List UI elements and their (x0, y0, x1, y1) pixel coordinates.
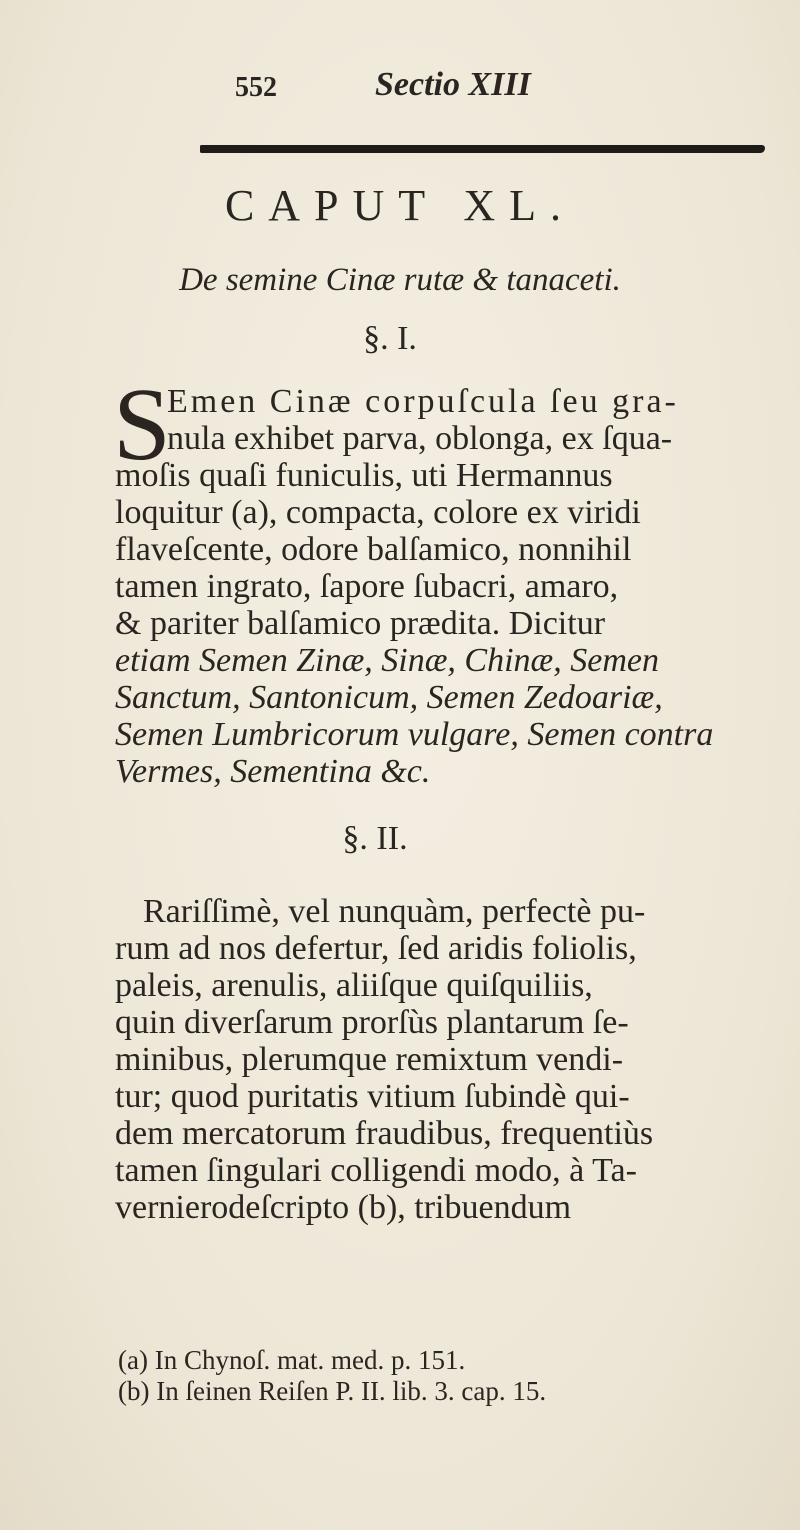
text-line: Emen Cinæ corpuſcula ſeu gra- (167, 383, 679, 420)
text-line: quin diverſarum prorſùs plantarum ſe- (115, 1004, 629, 1041)
text-line: nula exhibet parva, oblonga, ex ſqua- (167, 420, 673, 457)
text-line: tamen ſingulari colligendi modo, à Ta- (115, 1152, 637, 1189)
text-line: Rariſſimè, vel nunquàm, perfectè pu- (143, 893, 646, 930)
chapter-title: CAPUT XL. (224, 181, 576, 230)
text-line: dem mercatorum fraudibus, frequentiùs (115, 1115, 654, 1152)
running-head (0, 66, 800, 116)
text-line: vernierodeſcripto (b), tribuendum (115, 1189, 572, 1226)
paragraph-mark-2: §. II. (342, 820, 408, 857)
text-line: loquitur (a), compacta, colore ex viridi (115, 494, 641, 531)
text-line: Sanctum, Santonicum, Semen Zedoariæ, (115, 679, 663, 716)
text-line: & pariter balſamico prædita. Dicitur (115, 605, 606, 642)
chapter-subtitle: De semine Cinæ rutæ & tanaceti. (179, 262, 621, 298)
text-line: Semen Lumbricorum vulgare, Semen contra (115, 716, 714, 753)
text-line: Vermes, Sementina &c. (115, 753, 431, 790)
footnote-a: (a) In Chynoſ. mat. med. p. 151. (118, 1345, 466, 1375)
page-number: 552 (235, 72, 277, 103)
text-line: etiam Semen Zinæ, Sinæ, Chinæ, Semen (115, 642, 659, 679)
text-line: paleis, arenulis, aliiſque quiſquiliis, (115, 967, 593, 1004)
header-rule (200, 145, 765, 153)
drop-cap: S (113, 367, 171, 482)
text-line: tamen ingrato, ſapore ſubacri, amaro, (115, 568, 619, 605)
footnotes (118, 1345, 778, 1407)
text-line: moſis quaſi funiculis, uti Hermannus (115, 457, 613, 494)
text-line: rum ad nos defertur, ſed aridis foliolis, (115, 930, 637, 967)
text-line: minibus, plerumque remixtum vendi- (115, 1041, 624, 1078)
paragraph-mark-1: §. I. (363, 320, 417, 357)
text-line: tur; quod puritatis vitium ſubindè qui- (115, 1078, 630, 1115)
section-heading: Sectio XIII (375, 66, 531, 103)
section-2-text (115, 893, 775, 1226)
text-line: flaveſcente, odore balſamico, nonnihil (115, 531, 632, 568)
footnote-b: (b) In ſeinen Reiſen P. II. lib. 3. cap. 15. (118, 1376, 547, 1406)
section-1-text (115, 383, 775, 790)
